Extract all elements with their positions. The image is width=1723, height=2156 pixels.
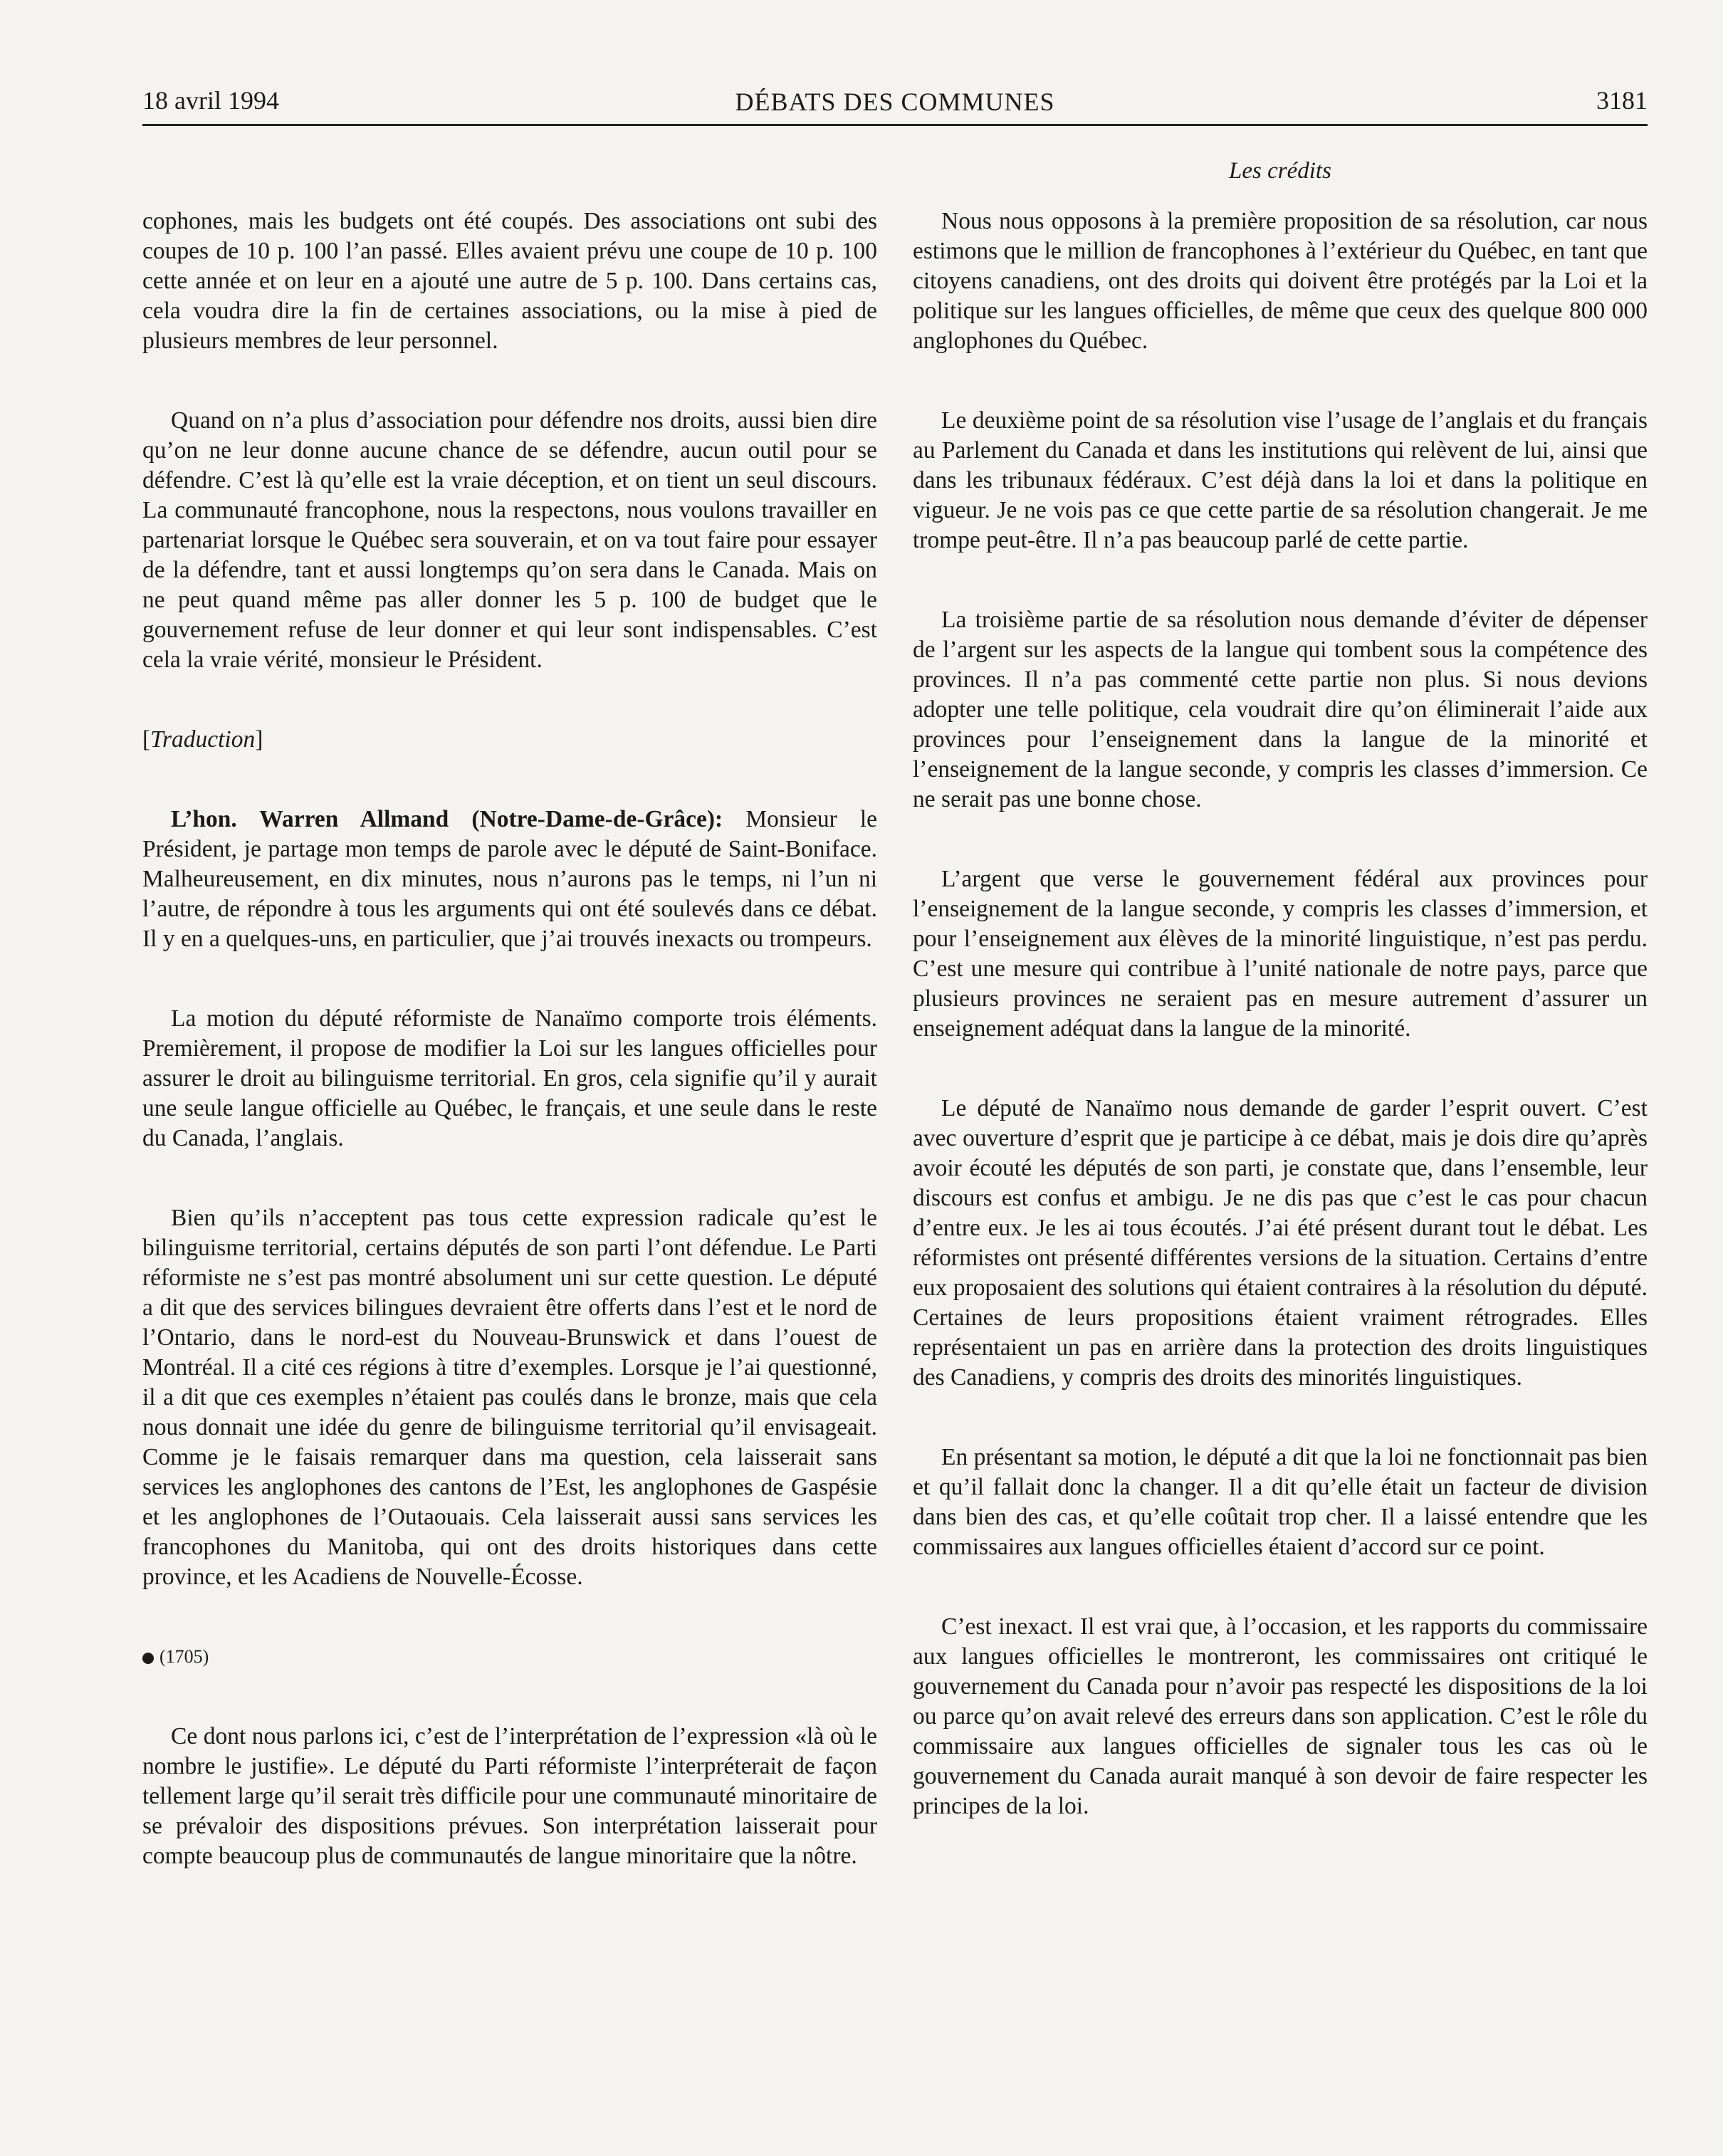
bullet-icon bbox=[142, 1653, 154, 1664]
paragraph: Le député de Nanaïmo nous demande de garder l’esprit ouvert. C’est avec ouverture d’esprit que je participe à ce débat, mais je dois dire qu’après avoir écouté les députés de son parti, je constate que, dans l’ensemble, leur discours est confus et ambigu. Je ne dis pas que c’est le cas pour chacun d’entre eux. Je les ai tous écoutés. J’ai été présent durant tout le débat. Les réformistes ont présenté différentes versions de la situation. Certains d’entre eux proposaient des solutions qui étaient contraires à la résolution du député. Certaines de leurs propositions étaient vraiment rétrogrades. Elles représentaient un pas en arrière dans la protection des droits linguistiques des Canadiens, y compris des droits des minorités linguistiques. bbox=[913, 1095, 1648, 1391]
translation-tag bbox=[142, 725, 877, 755]
section-title: Les crédits bbox=[1229, 158, 1331, 184]
page-header bbox=[142, 80, 1648, 122]
translation-label: Traduction bbox=[150, 726, 256, 753]
paragraph: Le deuxième point de sa résolution vise l’usage de l’anglais et du français au Parlement du Canada et dans les institutions qui relèvent de lui, ainsi que dans les tribunaux fédéraux. C’est déjà dans la loi et dans la politique en vigueur. Je ne vois pas ce que cette partie de sa résolution changerait. Je me trompe peut-être. Il n’a pas beaucoup parlé de cette partie. bbox=[913, 407, 1648, 553]
left-column bbox=[142, 206, 877, 1921]
page-number: 3181 bbox=[1596, 86, 1648, 115]
paragraph: L’argent que verse le gouvernement fédéral aux provinces pour l’enseignement de la langue seconde, y compris les classes d’immersion, et pour l’enseignement aux élèves de la minorité linguistique, n’est pas perdu. C’est une mesure qui contribue à l’unité nationale de notre pays, parce que plusieurs provinces ne seraient pas en mesure autrement d’assurer un enseignement adéquat dans la langue de la minorité. bbox=[913, 866, 1648, 1042]
paragraph: Ce dont nous parlons ici, c’est de l’interprétation de l’expression «là où le nombre le justifie». Le député du Parti réformiste l’interpréterait de façon tellement large qu’il serait très difficile pour une communauté minoritaire de se prévaloir des dispositions prévues. Son interprétation laisserait pour compte beaucoup plus de communautés de langue minoritaire que la nôtre. bbox=[142, 1723, 877, 1869]
paragraph: En présentant sa motion, le député a dit que la loi ne fonctionnait pas bien et qu’il fallait donc la changer. Il a dit qu’elle était un facteur de division dans bien des cas, et qu’elle coûtait trop cher. Il a laissé entendre que les commissaires aux langues officielles étaient d’accord sur ce point. bbox=[913, 1444, 1648, 1560]
paragraph: La motion du député réformiste de Nanaïmo comporte trois éléments. Premièrement, il propose de modifier la Loi sur les langues officielles pour assurer le droit au bilinguisme territorial. En gros, cela signifie qu’il y aurait une seule langue officielle au Québec, le français, et une seule dans le reste du Canada, l’anglais. bbox=[142, 1005, 877, 1151]
bracket-open: [ bbox=[142, 726, 151, 753]
time-marker-text: (1705) bbox=[159, 1646, 209, 1667]
publication-title: DÉBATS DES COMMUNES bbox=[735, 88, 1055, 116]
paragraph: Quand on n’a plus d’association pour défendre nos droits, aussi bien dire qu’on ne leur donne aucune chance de se défendre, aucun outil pour se défendre. C’est là qu’elle est la vraie déception, et on tient un seul discours. La communauté francophone, nous la respectons, nous voulons travailler en partenariat lorsque le Québec sera souverain, et on va tout faire pour essayer de la défendre, tant et aussi longtemps qu’on sera dans le Canada. Mais on ne peut quand même pas aller donner les 5 p. 100 de budget que le gouvernement refuse de leur donner et qui leur sont indispensables. C’est cela la vraie vérité, monsieur le Président. bbox=[142, 407, 877, 673]
paragraph: cophones, mais les budgets ont été coupés. Des associations ont subi des coupes de 10 p. 100 l’an passé. Elles avaient prévu une coupe de 10 p. 100 cette année et on leur en a ajouté une autre de 5 p. 100. Dans certains cas, cela voudra dire la fin de certaines associations, ou la mise à pied de plusieurs membres de leur personnel. bbox=[142, 208, 877, 354]
paragraph: La troisième partie de sa résolution nous demande d’éviter de dépenser de l’argent sur les aspects de la langue qui tombent sous la compétence des provinces. Il n’a pas commenté cette partie non plus. Si nous devions adopter une telle politique, cela voudrait dire qu’on éliminerait l’aide aux provinces pour l’enseignement dans la langue de la minorité et l’enseignement de la langue seconde, y compris les classes d’immersion. Ce ne serait pas une bonne chose. bbox=[913, 607, 1648, 812]
time-marker bbox=[142, 1642, 877, 1672]
header-date: 18 avril 1994 bbox=[142, 86, 279, 115]
bracket-close: ] bbox=[255, 726, 263, 753]
speech-text: Monsieur le Président, je partage mon temps de parole avec le député de Saint-Boniface. Malheureusement, en dix minutes, nous n’aurons pas le temps, ni l’un ni l’autre, de répondre à tous les arguments qui ont été soulevés dans ce débat. Il y en a quelques-uns, en particulier, que j’ai trouvés inexacts ou trompeurs. bbox=[142, 806, 878, 952]
paragraph: Bien qu’ils n’acceptent pas tous cette expression radicale qu’est le bilinguisme territorial, certains députés de son parti l’ont défendue. Le Parti réformiste ne s’est pas montré absolument uni sur cette question. Le député a dit que des services bilingues devraient être offerts dans l’est et le nord de l’Ontario, dans le nord-est du Nouveau-Brunswick et dans l’ouest de Montréal. Il a cité ces régions à titre d’exemples. Lorsque je l’ai questionné, il a dit que ces exemples n’étaient pas coulés dans le bronze, mais que cela nous donnait une idée du genre de bilinguisme territorial qu’il envisageait. Comme je le faisais remarquer dans ma question, cela laisserait sans services les anglophones des cantons de l’Est, les anglophones de Gaspésie et les anglophones de l’Outaouais. Cela laisserait aussi sans services les francophones du Manitoba, qui ont des droits historiques dans cette province, et les Acadiens de Nouvelle-Écosse. bbox=[142, 1205, 877, 1590]
right-column bbox=[913, 206, 1648, 1871]
speech-paragraph bbox=[142, 805, 877, 954]
header-rule bbox=[142, 124, 1648, 126]
paragraph: C’est inexact. Il est vrai que, à l’occasion, et les rapports du commissaire aux langues officielles le montreront, les commissaires ont critiqué le gouvernement du Canada pour n’avoir pas respecté les dispositions de la loi ou parce qu’on avait relevé des erreurs dans son application. C’est le rôle du commissaire aux langues officielles de signaler tous les cas où le gouvernement du Canada aurait manqué à son devoir de faire respecter les principes de la loi. bbox=[913, 1613, 1648, 1819]
paragraph: Nous nous opposons à la première proposition de sa résolution, car nous estimons que le million de francophones à l’extérieur du Québec, en tant que citoyens canadiens, ont des droits qui doivent être protégés par la Loi et la politique sur les langues officielles, de même que ceux des quelque 800 000 anglophones du Québec. bbox=[913, 208, 1648, 354]
speaker-name: L’hon. Warren Allmand (Notre-Dame-de-Grâce): bbox=[171, 806, 723, 832]
